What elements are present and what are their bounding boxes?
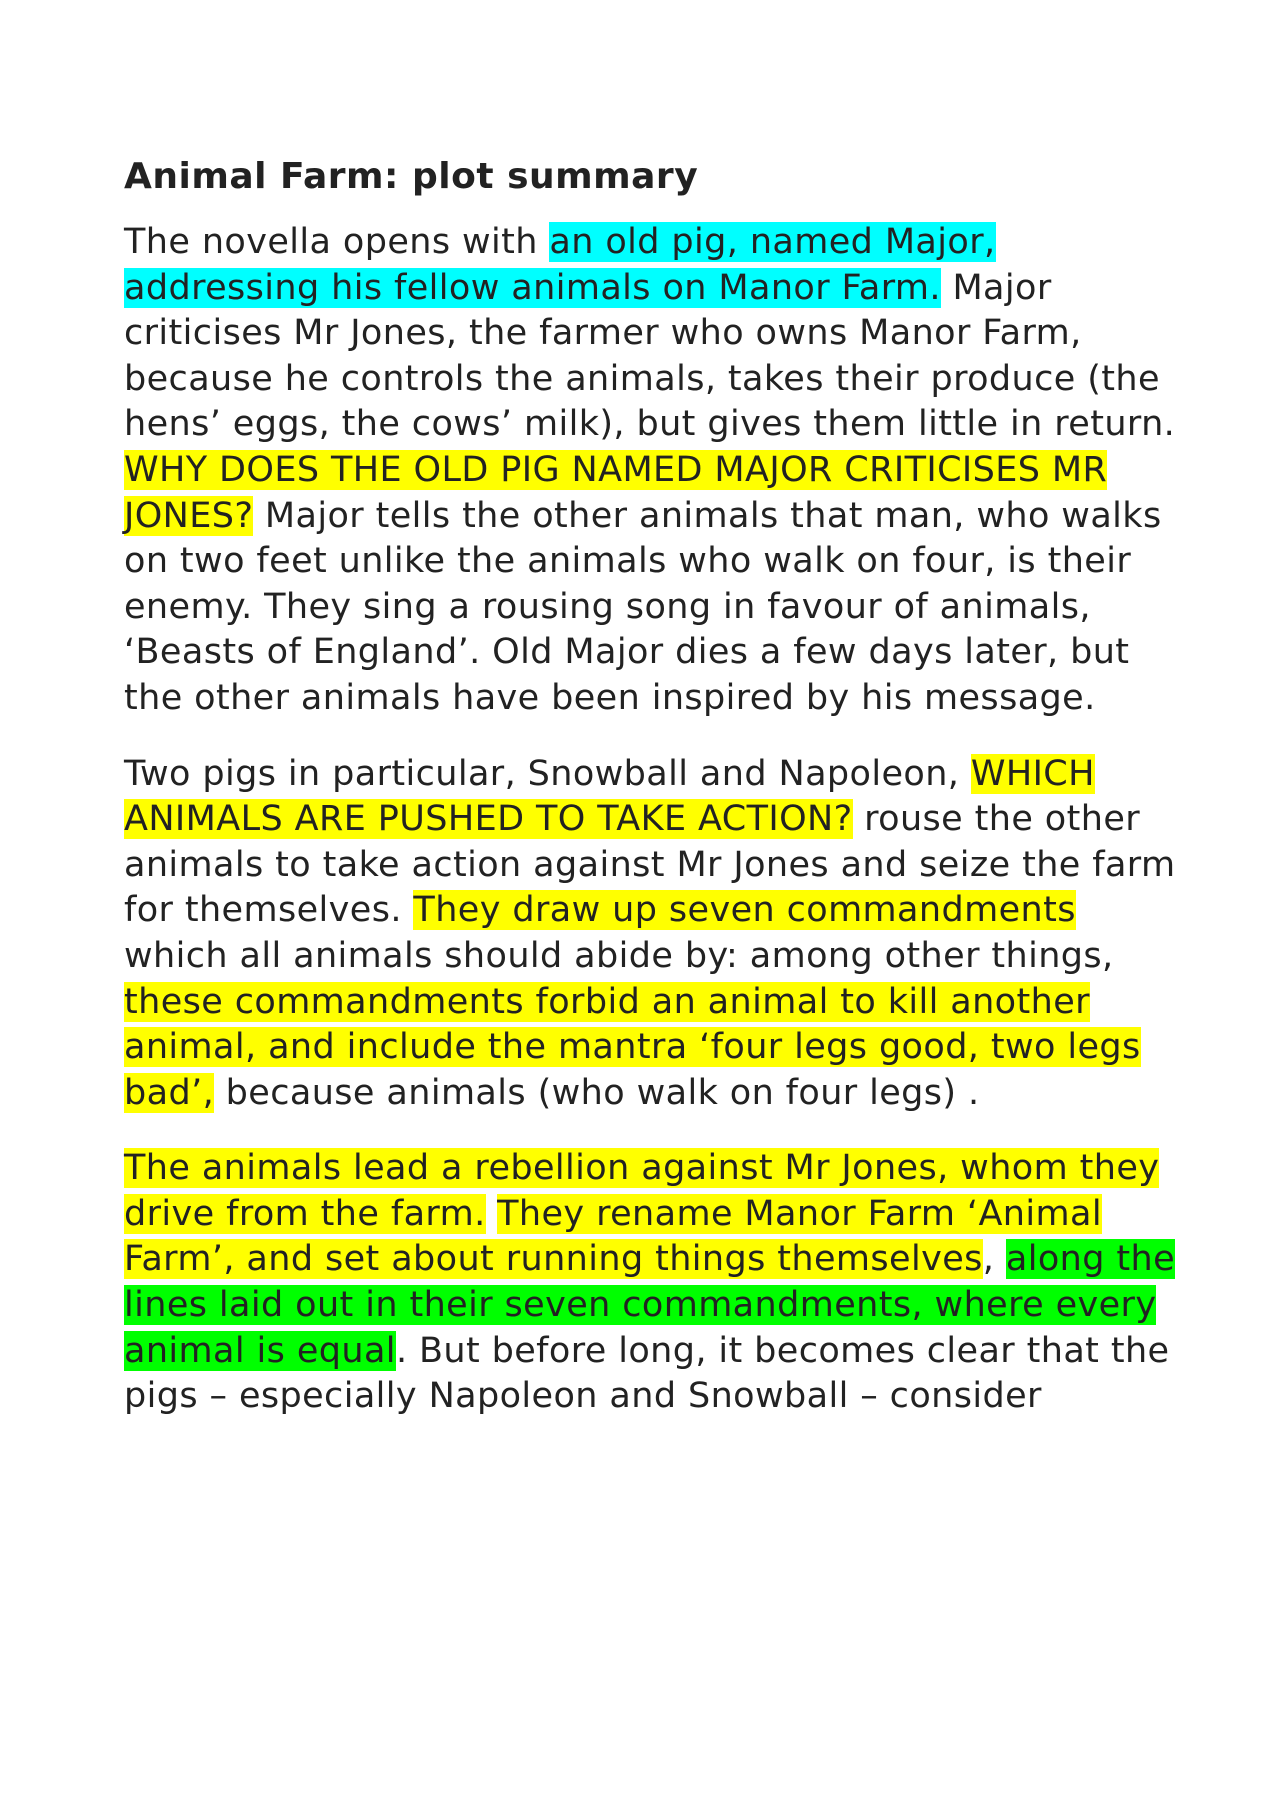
- p1-text-3: Major tells the other animals that man, who walks on two feet unlike the animals who walk on four, is their enemy. They sing a rousing song in favour of animals, ‘Beasts of England’. Old Major dies a few days later, but the other animals have been inspired by his message.: [124, 495, 1162, 718]
- p1-highlight-question: WHY DOES THE OLD PIG NAMED MAJOR CRITICISES MR JONES?: [124, 449, 1108, 536]
- p2-text-4: because animals (who walk on four legs) .: [214, 1072, 980, 1113]
- paragraph-3: [124, 1146, 1184, 1420]
- document-title: Animal Farm: plot summary: [124, 156, 699, 197]
- p2-text-3: which all animals should abide by: among other things,: [124, 935, 1114, 976]
- p3-comma: ,: [982, 1239, 1006, 1280]
- p2-text-1: Two pigs in particular, Snowball and Napoleon,: [124, 753, 971, 794]
- p1-text-2: Major criticises Mr Jones, the farmer who owns Manor Farm, because he controls the animals, takes their produce (the hens’ eggs, the cows’ milk), but gives them little in return.: [124, 267, 1176, 445]
- paragraph-2: [124, 752, 1184, 1117]
- document-page: [124, 150, 1184, 1450]
- p3-text-1: . But before long, it becomes clear that the pigs – especially Napoleon and Snowball – consider: [124, 1330, 1170, 1417]
- p1-highlight-cyan: an old pig, named Major, addressing his fellow animals on Manor Farm.: [124, 222, 996, 308]
- paragraph-1: [124, 220, 1184, 722]
- p2-text-2: rouse the other animals to take action against Mr Jones and seize the farm for themselves.: [124, 799, 1176, 931]
- p3-highlight-equal: along the lines laid out in their seven commandments, where every animal is equal: [124, 1239, 1176, 1371]
- p2-highlight-mantra: these commandments forbid an animal to kill another animal, and include the mantra ‘four legs good, two legs bad’,: [124, 981, 1141, 1113]
- p3-highlight-rebellion: The animals lead a rebellion against Mr Jones, whom they drive from the farm.: [124, 1148, 1160, 1234]
- p3-highlight-rename: They rename Manor Farm ‘Animal Farm’, and set about running things themselves: [124, 1193, 1102, 1280]
- p1-text-1: The novella opens with: [124, 222, 550, 262]
- p2-highlight-commandments: They draw up seven commandments: [413, 890, 1076, 931]
- p3-space: [486, 1194, 498, 1234]
- p2-highlight-question: WHICH ANIMALS ARE PUSHED TO TAKE ACTION?: [124, 753, 1095, 840]
